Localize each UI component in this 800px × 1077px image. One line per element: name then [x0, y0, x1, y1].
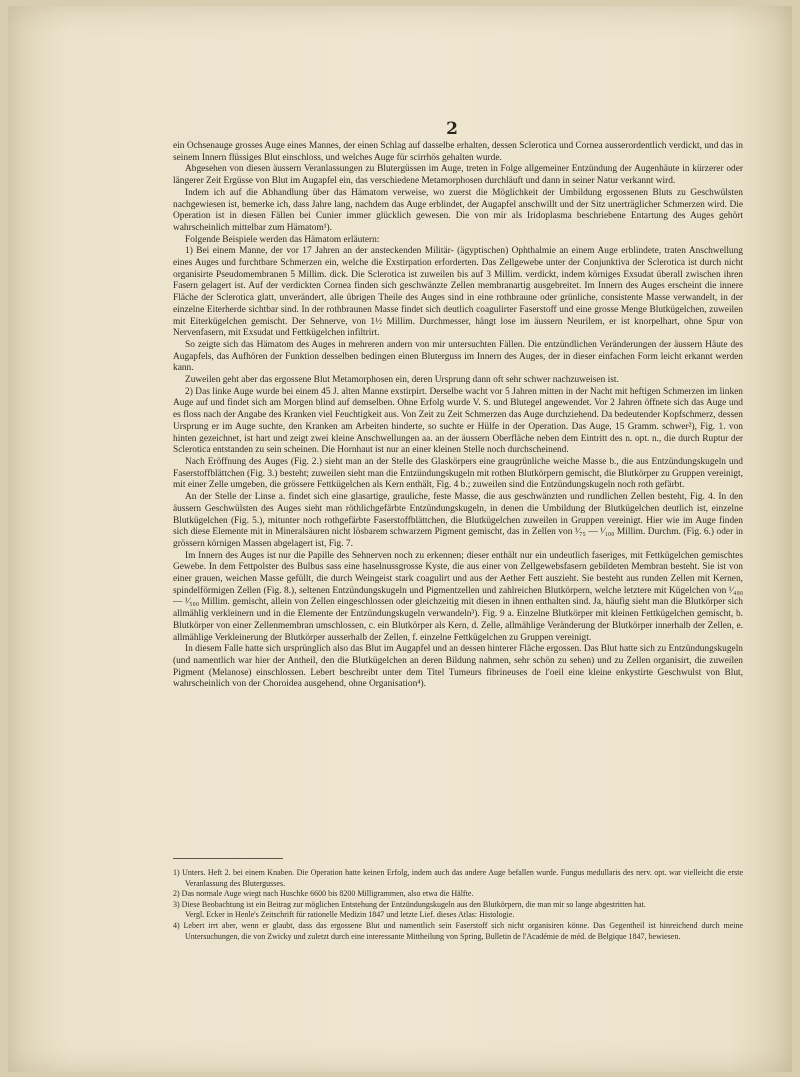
paragraph: So zeigte sich das Hämatom des Auges in mehreren andern von mir untersuchten Fällen. Die entzündlichen Veränderungen der äussern Häute des Augapfels, das Aufhören der Funktion desselben bedingen einen Bluterguss im Innern des Auges, der in dieser einfachen Form leicht erkannt werden kann.	[173, 339, 743, 374]
paragraph: Indem ich auf die Abhandlung über das Hämatom verweise, wo zuerst die Möglichkeit der Umbildung ergossenen Bluts zu Geschwülsten nachgewiesen ist, bemerke ich, dass Jahre lang, nachdem das Auge erblindet, der Augapfel anschwillt und der Sitz unerträglicher Schmerzen wird. Die Operation ist in diesen Fällen bei Cunier immer glücklich gewesen. Die von mir als Iridoplasma beschriebene Entartung des Auges gehört wahrscheinlich mittelbar zum Hämatom¹).	[173, 187, 743, 233]
footnote-divider	[173, 858, 283, 859]
paragraph: Abgesehen von diesen äussern Veranlassungen zu Blutergüssen im Auge, treten in Folge allgemeiner Entzündung der Augenhäute in kürzerer oder längerer Zeit Ergüsse von Blut im Augapfel ein, das verschiedene Metamorphosen durchläuft und dann in seiner Natur verkannt wird.	[173, 164, 743, 187]
document-page	[8, 6, 792, 1072]
page-number: 2	[446, 119, 458, 139]
footnotes	[173, 868, 743, 942]
body-text	[173, 141, 743, 691]
footnote: 2) Das normale Auge wiegt nach Huschke 6600 bis 8200 Milligrammen, also etwa die Hälfte.	[173, 889, 474, 899]
paragraph: 2) Das linke Auge wurde bei einem 45 J. alten Manne exstirpirt. Derselbe wacht vor 5 Jahren mitten in der Nacht mit heftigen Schmerzen im linken Auge auf und findet sich am Morgen blind auf demselben. Ohne Erfolg wurde V. S. und Blutegel angewendet. Vor 2 Jahren öffnete sich das Auge und es floss nach der Angabe des Kranken viel Feuchtigkeit aus. Von Zeit zu Zeit Schmerzen das Auge durchziehend. Da bedeutender Kopfschmerz, dessen Ursprung er im Auge suchte, den Kranken am Arbeiten hinderte, so suchte er Hülfe in der Operation. Das Auge, 15 Gramm. schwer²), Fig. 1. von hinten gezeichnet, ist hart und zeigt zwei kleine Anschwellungen aa. an der äussern Oberfläche neben dem Eintritt des n. opt. n., die durch Ruptur der Sclerotica entstanden zu sein scheinen. Die Hornhaut ist nur an einer kleinen Stelle noch durchscheinend.	[173, 386, 743, 456]
paragraph: ein Ochsenauge grosses Auge eines Mannes, der einen Schlag auf dasselbe erhalten, dessen Sclerotica und Cornea ausserordentlich verdickt, und das in seinem Innern flüssiges Blut einschloss, und welches Auge für scirrhös gehalten wurde.	[173, 141, 743, 163]
paragraph: An der Stelle der Linse a. findet sich eine glasartige, grauliche, feste Masse, die aus geschwänzten und rundlichen Zellen besteht, Fig. 4. In den äussern Geschwülsten des Auges sieht man röthlichgefärbte Entzündungskugeln, in denen die Umbildung der Blutkügelchen deutlich ist, einzelne Blutkügelchen (Fig. 5.), mitunter noch rothgefärbte Faserstoffblättchen, die Blutkügelchen zuweilen in Gruppen vereinigt. Hier wie im Auge finden sich diese Elemente mit in Mineralsäuren nicht lösbarem schwarzem Pigment gemischt, das in Zellen von ¹⁄₇₅ — ¹⁄₁₀₀ Millim. Durchm. (Fig. 6.) oder in grössern körnigen Massen abgelagert ist, Fig. 7.	[173, 492, 743, 549]
paragraph: In diesem Falle hatte sich ursprünglich also das Blut im Augapfel und an dessen hinterer Fläche ergossen. Das Blut hatte sich zu Entzündungskugeln (und namentlich war hier der Antheil, den die Blutkügelchen an deren Bildung nahmen, sehr schön zu sehen) und zu Zellen organisirt, die zuweilen Pigment (Melanose) einschlossen. Lebert beschreibt unter dem Titel Tumeurs fibrineuses de l'oeil eine kleine enkystirte Geschwulst von Blut, wahrscheinlich von der Choroidea ausgehend, ohne Organisation⁴).	[173, 644, 743, 690]
paragraph: Folgende Beispiele werden das Hämatom erläutern:	[185, 234, 380, 245]
footnote: 1) Unters. Heft 2. bei einem Knaben. Die Operation hatte keinen Erfolg, indem auch das andere Auge befallen wurde. Fungus medullaris des nerv. opt. war vielleicht die erste Veranlassung des Blutergusses.	[173, 868, 743, 888]
paragraph: Zuweilen geht aber das ergossene Blut Metamorphosen ein, deren Ursprung dann oft sehr schwer nachzuweisen ist.	[185, 375, 619, 386]
paragraph: Nach Eröffnung des Auges (Fig. 2.) sieht man an der Stelle des Glaskörpers eine graugrünliche weiche Masse b., die aus Entzündungskugeln und Faserstoffblättchen (Fig. 3.) besteht; zuweilen sieht man die Entzündungskugeln mit rothen Blutkörpern gemischt, die Blutkörper zu Gruppen vereinigt, mit einer Zelle umgeben, die grössere Fettkügelchen als Kern enthält, Fig. 4 b.; zuweilen sind die Entzündungskugeln noch roth gefärbt.	[173, 456, 743, 491]
footnote: 4) Lebert irrt aber, wenn er glaubt, dass das ergossene Blut und namentlich sein Faserstoff sich nicht organisiren könne. Das Gegentheil ist hinreichend durch meine Untersuchungen, die von Zwicky und zuletzt durch eine interessante Mittheilung von Spring, Bulletin de l'Académie de méd. de Belgique 1847, bewiesen.	[173, 920, 743, 941]
footnote: Vergl. Ecker in Henle's Zeitschrift für rationelle Medizin 1847 und letzte Lief. dieses Atlas: Histologie.	[185, 910, 515, 920]
paragraph: Im Innern des Auges ist nur die Papille des Sehnerven noch zu erkennen; dieser enthält nur ein undeutlich faseriges, mit Fettkügelchen gemischtes Gewebe. In dem Fettpolster des Bulbus sass eine haselnussgrosse Kyste, die aus einer von Zellgewebsfasern gebildeten Membran besteht. Sie ist von einer grauen, weichen Masse gefüllt, die durch Weingeist stark coagulirt und aus der Aether Fett auszieht. Sie besteht aus runden Zellen mit Kernen, spindelförmigen Zellen (Fig. 8.), seltenen Entzündungskugeln und Pigmentzellen und zahlreichen Blutkörpern, welche letztere mit Kügelchen von ¹⁄₄₀₀ — ¹⁄₅₀₀ Millim. gemischt, allein von Zellen eingeschlossen oder gleichzeitig mit diesen in ihnen enthalten sind. Ja, häufig sieht man die Blutkörper sich allmählig verkleinern und in die Elemente der Entzündungskugeln verwandeln³). Fig. 9 a. Einzelne Blutkörper mit kleinen Fettkügelchen gemischt, b. Blutkörper von einer Zellenmembran umschlossen, c. ein Blutkörper als Kern, d. Zelle, allmählige Veränderung der Blutkörper innerhalb der Zellen, e. allmählige Verkleinerung der Blutkörper ausserhalb der Zellen, f. einzelne Fettkügelchen zu Gruppen vereinigt.	[173, 550, 743, 643]
paragraph: 1) Bei einem Manne, der vor 17 Jahren an der ansteckenden Militär- (ägyptischen) Ophthalmie an einem Auge erblindete, traten Anschwellung eines Auges und furchtbare Schmerzen ein, welche die Exstirpation erforderten. Das Zellgewebe unter der Conjunktiva der Sclerotica ist durch nicht organisirte Pseudomembranen 5 Millim. dick. Die Sclerotica ist zuweilen bis auf 3 Millim. verdickt, indem körniges Exsudat überall zwischen ihren Fasern gelagert ist. Auf der verdickten Cornea finden sich geschwänzte Zellen membranartig ausgebreitet. Im Innern des Auges erscheint die innere Fläche der Sclerotica glatt, unverändert, alle übrigen Theile des Auges sind in eine rothbraune oder grünliche, consistente Masse verwandelt, in der einzelne Eiterherde sichtbar sind. In der rothbraunen Masse findet sich deutlich coagulirter Faserstoff und eine grosse Menge Blutkügelchen, zuweilen mit Eiterkügelchen gemischt. Der Sehnerve, von 1½ Millim. Durchmesser, hängt lose im äussern Neurilem, er ist knorpelhart, ohne Spur von Nervenfasern, mit Exsudat und Fettkügelchen infiltrirt.	[173, 246, 743, 339]
footnote: 3) Diese Beobachtung ist ein Beitrag zur möglichen Entstehung der Entzündungskugeln aus den Blutkörpern, die man mir so lange abgestritten hat.	[173, 899, 646, 909]
